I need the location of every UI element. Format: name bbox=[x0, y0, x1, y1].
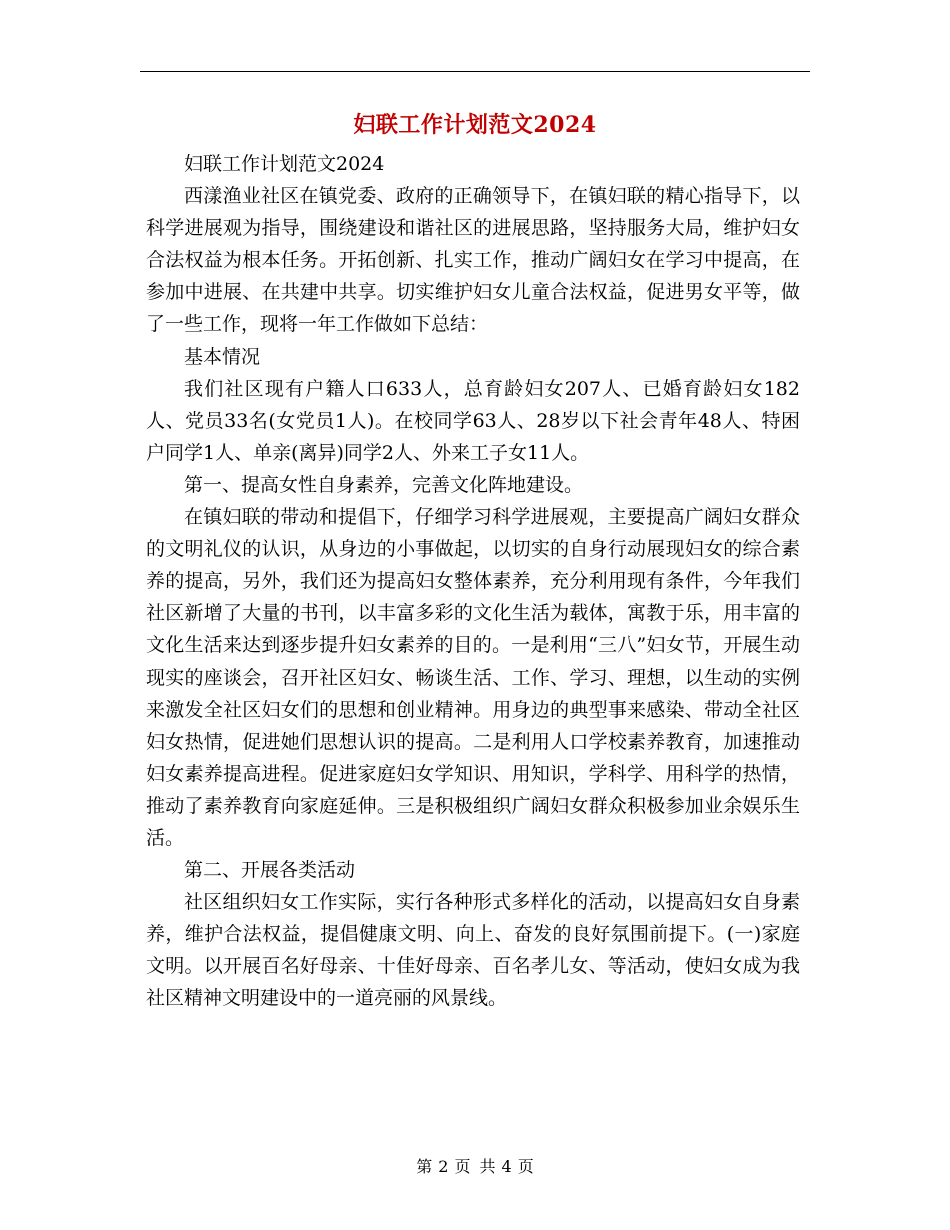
paragraph-intro: 西漾渔业社区在镇党委、政府的正确领导下，在镇妇联的精心指导下，以科学进展观为指导，围绕建设和谐社区的进展思路，坚持服务大局，维护妇女合法权益为根本任务。开拓创新、扎实工作，推动广阔妇女在学习中提高，在参加中进展、在共建中共享。切实维护妇女儿童合法权益，促进男女平等，做了一些工作，现将一年工作做如下总结： bbox=[146, 185, 800, 336]
document-body bbox=[146, 148, 800, 1015]
footer-current-page: 2 bbox=[438, 1157, 449, 1176]
document-title: 妇联工作计划范文2024 bbox=[353, 112, 597, 138]
paragraph-second: 社区组织妇女工作实际，实行各种形式多样化的活动，以提高妇女自身素养，维护合法权益，提倡健康文明、向上、奋发的良好氛围前提下。(一)家庭文明。以开展百名好母亲、十佳好母亲、百名孝儿女、等活动，使妇女成为我社区精神文明建设中的一道亮丽的风景线。 bbox=[146, 891, 800, 1010]
page-footer bbox=[0, 1154, 950, 1177]
footer-prefix: 第 bbox=[416, 1157, 433, 1176]
header-rule bbox=[140, 71, 810, 72]
paragraph-first: 在镇妇联的带动和提倡下，仔细学习科学进展观，主要提高广阔妇女群众的文明礼仪的认识，从身边的小事做起，以切实的自身行动展现妇女的综合素养的提高，另外，我们还为提高妇女整体素养，充分利用现有条件，今年我们社区新增了大量的书刊，以丰富多彩的文化生活为载体，寓教于乐，用丰富的文化生活来达到逐步提升妇女素养的目的。一是利用“三八”妇女节，开展生动现实的座谈会，召开社区妇女、畅谈生活、工作、学习、理想，以生动的实例来激发全社区妇女们的思想和创业精神。用身边的典型事来感染、带动全社区妇女热情，促进她们思想认识的提高。二是利用人口学校素养教育，加速推动妇女素养提高进程。促进家庭妇女学知识、用知识，学科学、用科学的热情，推动了素养教育向家庭延伸。三是积极组织广阔妇女群众积极参加业余娱乐生活。 bbox=[146, 506, 800, 849]
section-heading-basic: 基本情况 bbox=[184, 345, 261, 368]
footer-middle: 页 共 bbox=[454, 1157, 496, 1176]
footer-suffix: 页 bbox=[517, 1157, 534, 1176]
paragraph-basic-info: 我们社区现有户籍人口633人，总育龄妇女207人、已婚育龄妇女182人、党员33名(女党员1人)。在校同学63人、28岁以下社会青年48人、特困户同学1人、单亲(离异)同学2人、外来工子女11人。 bbox=[146, 377, 800, 464]
footer-total-pages: 4 bbox=[501, 1157, 512, 1176]
paragraph-subtitle: 妇联工作计划范文2024 bbox=[184, 153, 385, 175]
section-heading-first: 第一、提高女性自身素养，完善文化阵地建设。 bbox=[184, 473, 584, 496]
section-heading-second: 第二、开展各类活动 bbox=[184, 859, 356, 882]
